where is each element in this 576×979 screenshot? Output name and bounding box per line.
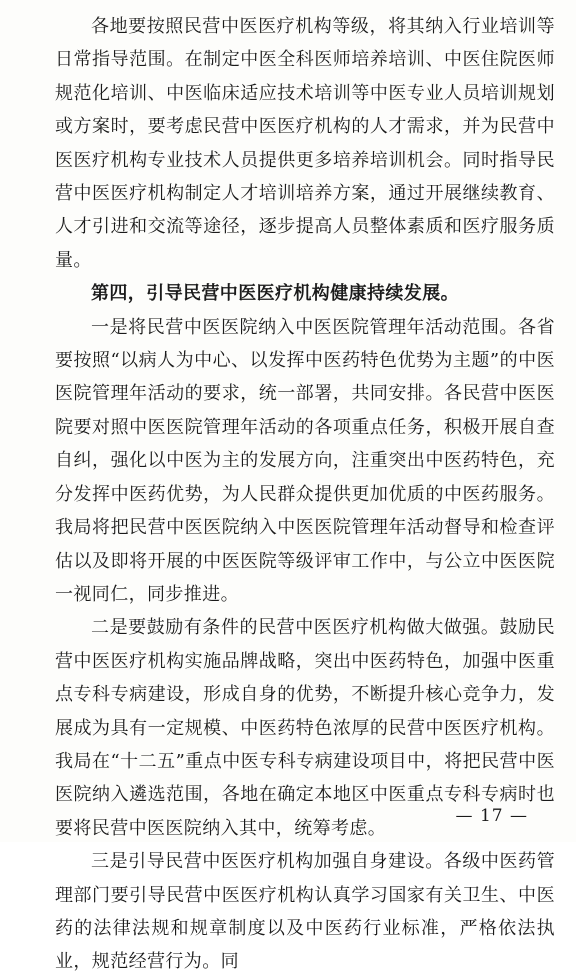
paragraph-self-construction: 三是引导民营中医医疗机构加强自身建设。各级中医药管理部门要引导民营中医医疗机构认真学习国家有关卫生、中医药的法律法规和规章制度以及中医药行业标准，严格依法执业，规范经营行为。同 — [55, 851, 555, 973]
paragraph-grow-stronger: 二是要鼓励有条件的民营中医医疗机构做大做强。鼓励民营中医医疗机构实施品牌战略，突出中医药特色，加强中医重点专科专病建设，形成自身的优势，不断提升核心竞争力，发展成为具有一定规模、中医药特色浓厚的民营中医医疗机构。我局在“十二五”重点中医专科专病建设项目中，将把民营中医医院纳入遴选范围，各地在确定本地区中医重点专科专病时也要将民营中医医院纳入其中，统筹考虑。 — [55, 617, 555, 839]
body-text — [55, 10, 555, 979]
paragraph-management-year: 一是将民营中医医院纳入中医医院管理年活动范围。各省要按照“以病人为中心、以发挥中医药特色优势为主题”的中医医院管理年活动的要求，统一部署，共同安排。各民营中医医院要对照中医医院管理年活动的各项重点任务，积极开展自查自纠，强化以中医为主的发展方向，注重突出中医药特色，充分发挥中医药优势，为人民群众提供更加优质的中医药服务。我局将把民营中医医院纳入中医医院管理年活动督导和检查评估以及即将开展的中医医院等级评审工作中，与公立中医医院一视同仁，同步推进。 — [55, 316, 555, 605]
paragraph-training-guidance: 各地要按照民营中医医疗机构等级，将其纳入行业培训等日常指导范围。在制定中医全科医师培养培训、中医住院医师规范化培训、中医临床适应技术培训等中医专业人员培训规划或方案时，要考虑民营中医医疗机构的人才需求，并为民营中医医疗机构专业技术人员提供更多培养培训机会。同时指导民营中医医疗机构制定人才培训培养方案，通过开展继续教育、人才引进和交流等途径，逐步提高人员整体素质和医疗服务质量。 — [55, 16, 555, 271]
page-number: — 17 — — [455, 806, 528, 826]
section-heading-fourth: 第四，引导民营中医医疗机构健康持续发展。 — [91, 283, 459, 305]
